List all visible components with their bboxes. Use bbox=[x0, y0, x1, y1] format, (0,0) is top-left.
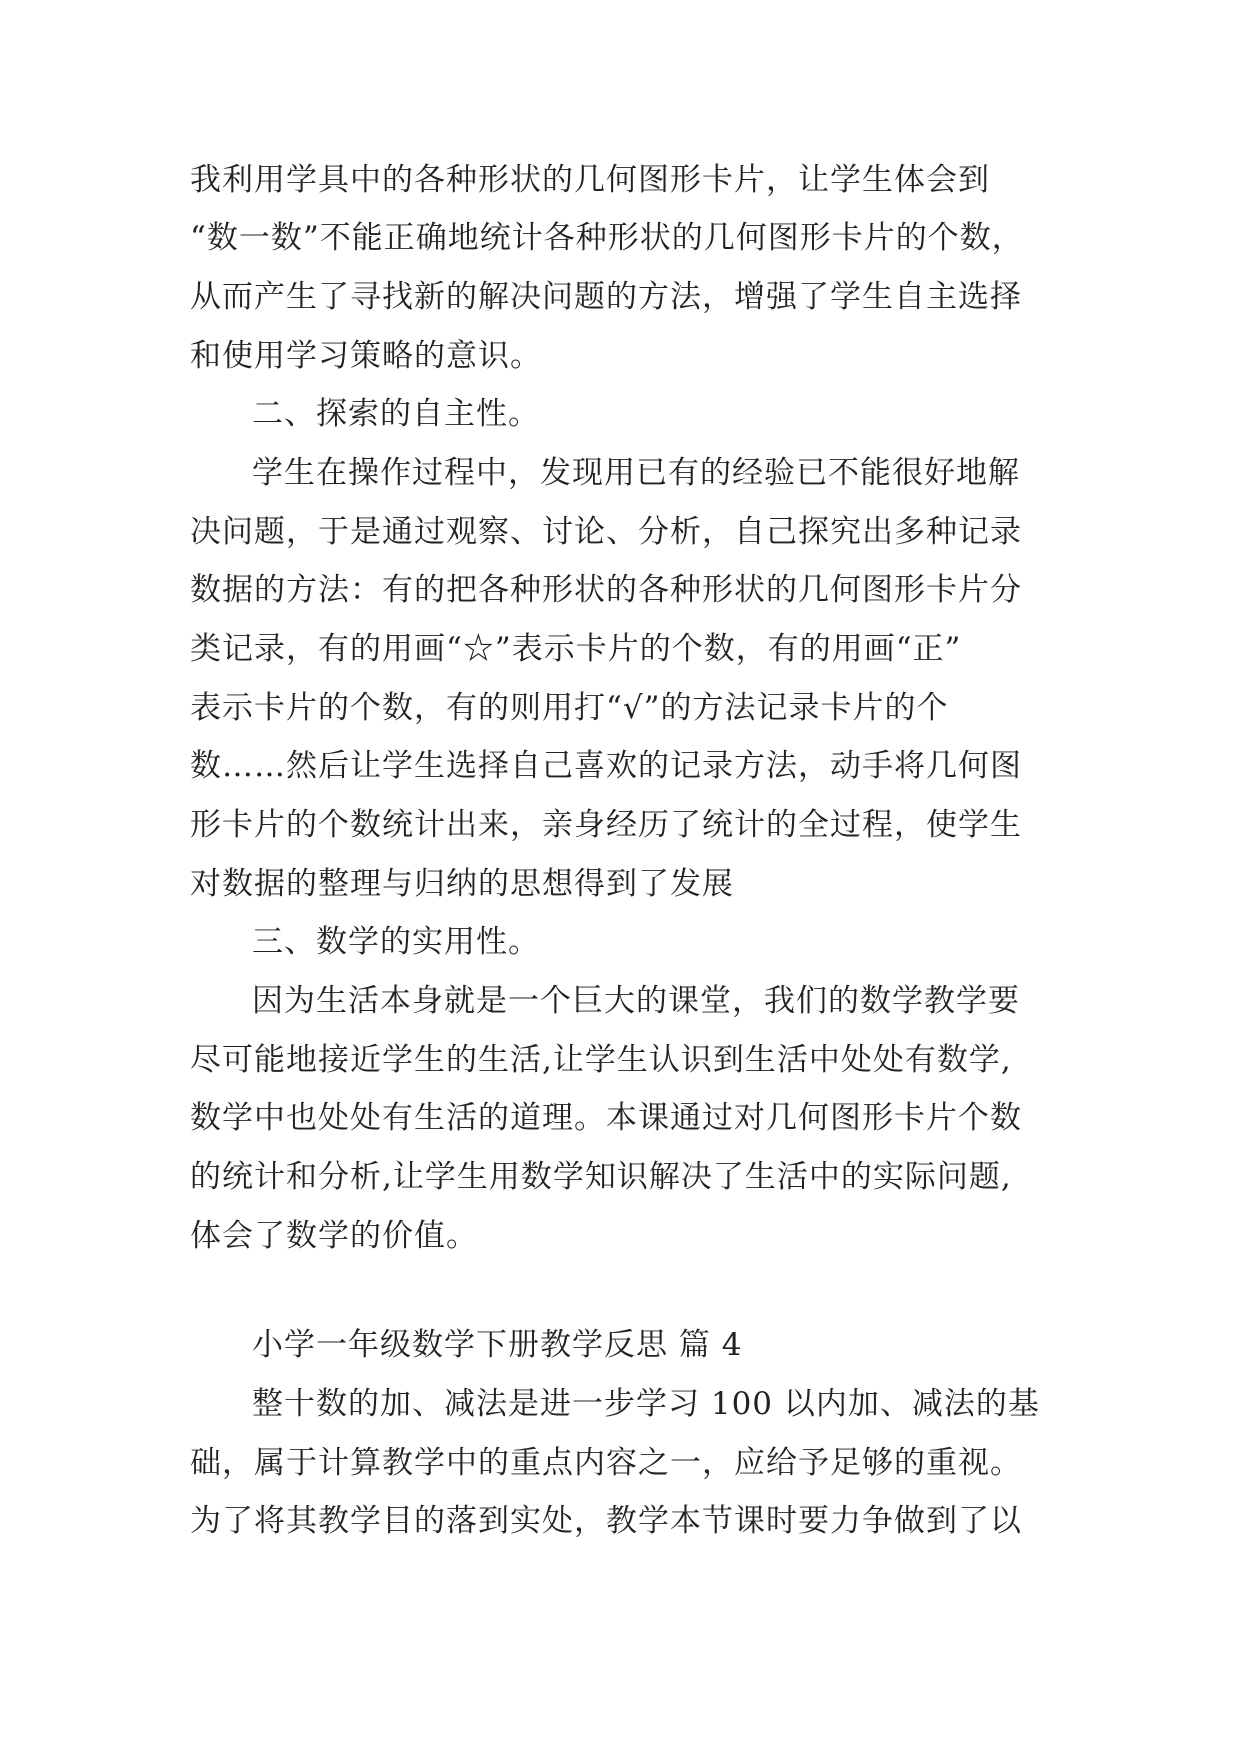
text-line: 表示卡片的个数，有的则用打“√”的方法记录卡片的个 bbox=[190, 690, 949, 726]
text-line: 体会了数学的价值。 bbox=[190, 1218, 478, 1254]
text-line: 决问题，于是通过观察、讨论、分析，自己探究出多种记录 bbox=[190, 514, 1022, 550]
text-line: 因为生活本身就是一个巨大的课堂，我们的数学教学要 bbox=[252, 983, 1020, 1019]
text-line: 数据的方法：有的把各种形状的各种形状的几何图形卡片分 bbox=[190, 572, 1022, 608]
text-line: 从而产生了寻找新的解决问题的方法，增强了学生自主选择 bbox=[190, 279, 1022, 315]
text-line: 和使用学习策略的意识。 bbox=[190, 338, 542, 374]
text-line: 类记录，有的用画“☆”表示卡片的个数，有的用画“正” bbox=[190, 631, 962, 667]
text-line: 对数据的整理与归纳的思想得到了发展 bbox=[190, 866, 734, 902]
text-line: 学生在操作过程中，发现用已有的经验已不能很好地解 bbox=[252, 455, 1020, 491]
text-line: 础，属于计算教学中的重点内容之一，应给予足够的重视。 bbox=[190, 1445, 1022, 1481]
text-line: 整十数的加、减法是进一步学习 100 以内加、减法的基 bbox=[252, 1386, 1040, 1422]
text-line: 尽可能地接近学生的生活,让学生认识到生活中处处有数学, bbox=[190, 1042, 1012, 1078]
text-line: 数……然后让学生选择自己喜欢的记录方法，动手将几何图 bbox=[190, 748, 1022, 784]
text-line: 为了将其教学目的落到实处，教学本节课时要力争做到了以 bbox=[190, 1503, 1022, 1539]
section-heading: 三、数学的实用性。 bbox=[252, 924, 540, 960]
text-line: 我利用学具中的各种形状的几何图形卡片，让学生体会到 bbox=[190, 162, 990, 198]
text-line: “数一数”不能正确地统计各种形状的几何图形卡片的个数， bbox=[190, 220, 1024, 256]
section-title: 小学一年级数学下册教学反思 篇 4 bbox=[252, 1327, 743, 1363]
text-line: 的统计和分析,让学生用数学知识解决了生活中的实际问题, bbox=[190, 1159, 1012, 1195]
text-line: 形卡片的个数统计出来，亲身经历了统计的全过程，使学生 bbox=[190, 807, 1022, 843]
section-heading: 二、探索的自主性。 bbox=[252, 396, 540, 432]
text-line: 数学中也处处有生活的道理。本课通过对几何图形卡片个数 bbox=[190, 1100, 1022, 1136]
